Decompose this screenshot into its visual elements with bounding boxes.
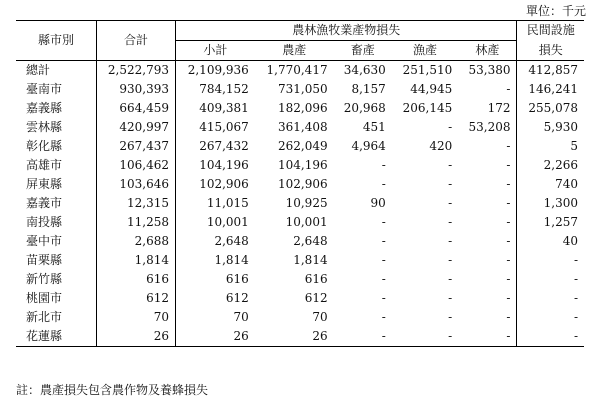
cell-agri: 262,049 — [277, 139, 328, 153]
cell-total: 612 — [97, 289, 176, 308]
cell-livestock: 8,157 — [351, 82, 386, 96]
cell-forestry: - — [506, 196, 511, 210]
cell-livestock: - — [381, 291, 386, 305]
cell-total: 26 — [97, 327, 176, 347]
cell-forestry: - — [458, 327, 517, 347]
cell-total: 930,393 — [97, 80, 176, 99]
cell-subtotal: 70 — [233, 310, 249, 324]
cell-total: 2,688 — [97, 232, 176, 251]
cell-subtotal: 267,432 — [199, 139, 249, 153]
cell-fishery: - — [448, 177, 453, 191]
table-row — [16, 289, 584, 308]
table-row — [16, 61, 584, 81]
cell-private: 146,241 — [517, 80, 584, 99]
cell-fishery: - — [448, 120, 453, 134]
table-row — [16, 194, 584, 213]
cell-livestock: 34,630 — [343, 63, 386, 77]
county-name: 新北市 — [16, 308, 97, 327]
cell-subtotal: 409,381 — [199, 101, 249, 115]
cell-fishery: - — [392, 327, 458, 347]
loss-table — [16, 20, 584, 347]
footnote: 註：農產損失包含農作物及養蜂損失 — [16, 383, 209, 397]
cell-private: - — [517, 289, 584, 308]
cell-livestock: - — [381, 215, 386, 229]
cell-total: 267,437 — [97, 137, 176, 156]
county-name: 南投縣 — [16, 213, 97, 232]
header-fishery: 漁產 — [392, 41, 458, 61]
cell-subtotal: 10,001 — [206, 215, 249, 229]
cell-forestry: - — [506, 310, 511, 324]
county-name: 桃園市 — [16, 289, 97, 308]
cell-livestock: - — [334, 327, 392, 347]
cell-livestock: 90 — [370, 196, 386, 210]
cell-forestry: - — [506, 253, 511, 267]
table-row — [16, 175, 584, 194]
header-subtotal: 小計 — [176, 41, 255, 61]
cell-livestock: - — [381, 177, 386, 191]
cell-total: 1,814 — [97, 251, 176, 270]
cell-forestry: - — [506, 215, 511, 229]
cell-private: 5 — [517, 137, 584, 156]
cell-total: 420,997 — [97, 118, 176, 137]
cell-fishery: - — [448, 234, 453, 248]
county-name: 臺中市 — [16, 232, 97, 251]
cell-forestry: - — [506, 272, 511, 286]
cell-fishery: - — [448, 158, 453, 172]
table-row — [16, 80, 584, 99]
table-row — [16, 99, 584, 118]
cell-livestock: - — [381, 310, 386, 324]
cell-agri: 2,648 — [293, 234, 328, 248]
cell-fishery: - — [448, 291, 453, 305]
header-total: 合計 — [97, 21, 176, 61]
cell-agri: 182,096 — [277, 101, 328, 115]
cell-livestock: - — [381, 272, 386, 286]
header-agriculture: 農產 — [255, 41, 334, 61]
cell-subtotal: 11,015 — [206, 196, 249, 210]
cell-fishery: - — [448, 196, 453, 210]
cell-private: 2,266 — [517, 156, 584, 175]
cell-subtotal: 2,648 — [214, 234, 249, 248]
cell-agri: 10,001 — [285, 215, 328, 229]
cell-total: 664,459 — [97, 99, 176, 118]
cell-agri: 10,925 — [285, 196, 328, 210]
cell-subtotal: 612 — [225, 291, 249, 305]
cell-agri: 1,814 — [293, 253, 328, 267]
cell-total: 11,258 — [97, 213, 176, 232]
cell-private: 255,078 — [517, 99, 584, 118]
cell-agri: 1,770,417 — [266, 63, 328, 77]
cell-agri: 616 — [304, 272, 328, 286]
header-forestry: 林產 — [458, 41, 517, 61]
cell-fishery: - — [448, 310, 453, 324]
header-agri-group: 農林漁牧業產物損失 — [176, 21, 517, 41]
cell-agri: 102,906 — [277, 177, 328, 191]
cell-fishery: 44,945 — [410, 82, 453, 96]
cell-livestock: - — [381, 234, 386, 248]
cell-forestry: - — [506, 291, 511, 305]
cell-private: 740 — [517, 175, 584, 194]
cell-forestry: 53,208 — [468, 120, 511, 134]
cell-agri: 361,408 — [277, 120, 328, 134]
cell-subtotal: 26 — [176, 327, 255, 347]
cell-total: 616 — [97, 270, 176, 289]
cell-subtotal: 2,109,936 — [187, 63, 249, 77]
cell-agri: 731,050 — [277, 82, 328, 96]
table-row — [16, 327, 584, 347]
header-county: 縣市別 — [16, 21, 97, 61]
cell-fishery: 251,510 — [402, 63, 453, 77]
cell-forestry: - — [506, 82, 511, 96]
county-name: 苗栗縣 — [16, 251, 97, 270]
cell-livestock: 451 — [362, 120, 386, 134]
cell-livestock: - — [381, 253, 386, 267]
county-name: 屏東縣 — [16, 175, 97, 194]
cell-total: 2,522,793 — [97, 61, 176, 81]
table-row — [16, 137, 584, 156]
cell-private: 1,257 — [517, 213, 584, 232]
cell-subtotal: 104,196 — [199, 158, 249, 172]
cell-forestry: - — [506, 139, 511, 153]
cell-private: 412,857 — [517, 61, 584, 81]
cell-subtotal: 102,906 — [199, 177, 249, 191]
county-name: 雲林縣 — [16, 118, 97, 137]
table-row — [16, 251, 584, 270]
cell-total: 103,646 — [97, 175, 176, 194]
cell-forestry: - — [506, 234, 511, 248]
cell-total: 106,462 — [97, 156, 176, 175]
table-row — [16, 213, 584, 232]
cell-private: - — [517, 270, 584, 289]
cell-private: 40 — [517, 232, 584, 251]
cell-livestock: 4,964 — [351, 139, 386, 153]
cell-forestry: - — [506, 177, 511, 191]
table-row — [16, 270, 584, 289]
header-private-line2: 損失 — [517, 41, 584, 61]
cell-fishery: 420 — [429, 139, 453, 153]
cell-forestry: - — [506, 158, 511, 172]
county-name: 新竹縣 — [16, 270, 97, 289]
county-name: 臺南市 — [16, 80, 97, 99]
cell-fishery: - — [448, 272, 453, 286]
cell-subtotal: 616 — [225, 272, 249, 286]
unit-label: 單位：千元 — [525, 4, 586, 18]
cell-fishery: - — [448, 215, 453, 229]
cell-livestock: 20,968 — [343, 101, 386, 115]
cell-total: 12,315 — [97, 194, 176, 213]
cell-private: 1,300 — [517, 194, 584, 213]
county-name: 總計 — [16, 61, 97, 81]
cell-forestry: 53,380 — [468, 63, 511, 77]
cell-private: - — [517, 308, 584, 327]
cell-subtotal: 784,152 — [199, 82, 249, 96]
cell-fishery: 206,145 — [402, 101, 453, 115]
cell-total: 70 — [97, 308, 176, 327]
cell-agri: 104,196 — [277, 158, 328, 172]
county-name: 花蓮縣 — [16, 327, 97, 347]
cell-agri: 70 — [312, 310, 328, 324]
cell-forestry: 172 — [487, 101, 511, 115]
county-name: 高雄市 — [16, 156, 97, 175]
cell-livestock: - — [381, 158, 386, 172]
cell-private: 5,930 — [517, 118, 584, 137]
table-row — [16, 118, 584, 137]
cell-private: - — [517, 251, 584, 270]
county-name: 嘉義縣 — [16, 99, 97, 118]
table-row — [16, 156, 584, 175]
header-private-line1: 民間設施 — [517, 21, 584, 41]
table-row — [16, 232, 584, 251]
county-name: 彰化縣 — [16, 137, 97, 156]
cell-agri: 612 — [304, 291, 328, 305]
header-livestock: 畜產 — [334, 41, 392, 61]
cell-private: - — [517, 327, 584, 347]
table-row — [16, 308, 584, 327]
county-name: 嘉義市 — [16, 194, 97, 213]
cell-fishery: - — [448, 253, 453, 267]
cell-agri: 26 — [255, 327, 334, 347]
cell-subtotal: 1,814 — [214, 253, 249, 267]
cell-subtotal: 415,067 — [199, 120, 249, 134]
